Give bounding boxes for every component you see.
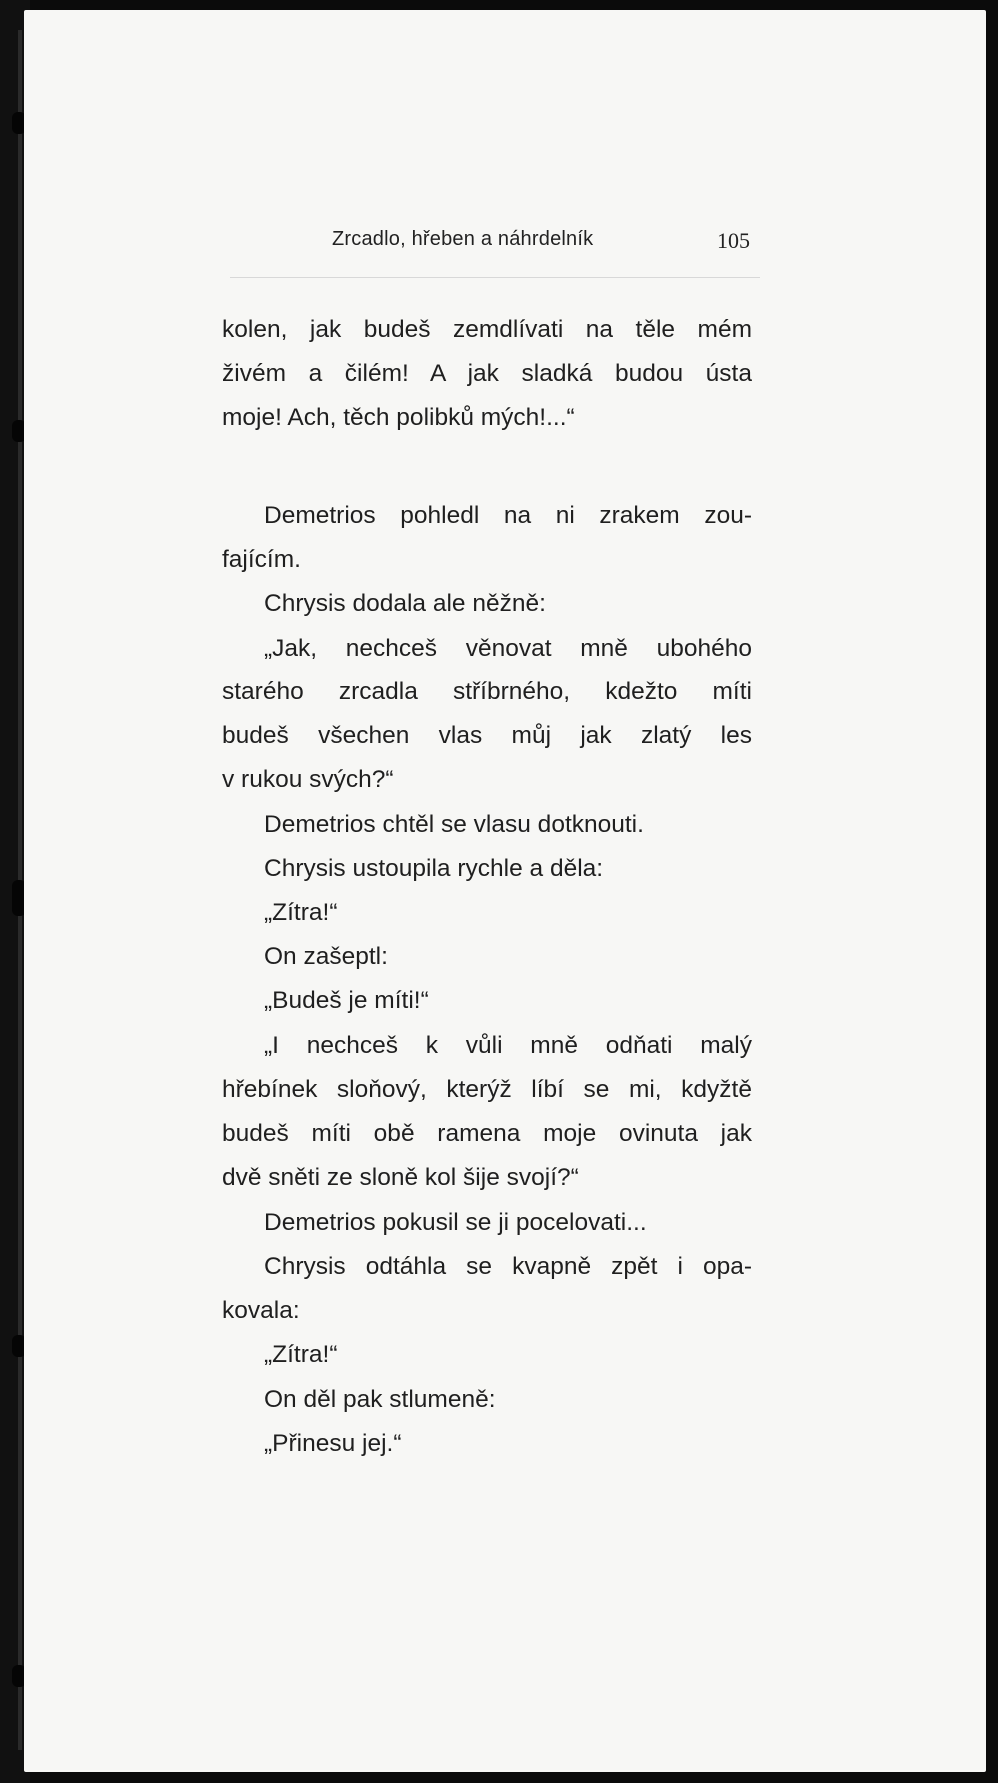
text-line: starého zrcadla stříbrného, kdežto míti xyxy=(222,678,752,705)
text-line: v rukou svých?“ xyxy=(222,766,394,793)
page-header xyxy=(310,222,750,256)
text-line: budeš míti obě ramena moje ovinuta jak xyxy=(222,1120,752,1147)
text-line: kolen, jak budeš zemdlívati na těle mém xyxy=(222,316,752,343)
text-line: „Zítra!“ xyxy=(264,899,338,926)
text-line: Demetrios pokusil se ji pocelovati... xyxy=(264,1209,647,1236)
text-line: dvě sněti ze sloně kol šije svojí?“ xyxy=(222,1164,579,1191)
book-page xyxy=(24,10,986,1772)
text-line: „I nechceš k vůli mně odňati malý xyxy=(264,1032,752,1059)
text-line: „Budeš je míti!“ xyxy=(264,987,429,1014)
header-divider xyxy=(230,277,760,278)
text-line: fajícím. xyxy=(222,546,301,573)
text-line: živém a čilém! A jak sladká budou ústa xyxy=(222,360,752,387)
text-line: Chrysis odtáhla se kvapně zpět i opa- xyxy=(264,1253,752,1280)
text-line: Chrysis dodala ale něžně: xyxy=(264,590,546,617)
text-line: kovala: xyxy=(222,1297,300,1324)
page-number: 105 xyxy=(717,228,750,253)
text-line: moje! Ach, těch polibků mých!...“ xyxy=(222,404,575,431)
text-line: „Přinesu jej.“ xyxy=(264,1430,402,1457)
text-line: „Jak, nechceš věnovat mně ubohého xyxy=(264,635,752,662)
text-line: On zašeptl: xyxy=(264,943,388,970)
text-line: Demetrios chtěl se vlasu dotknouti. xyxy=(264,811,644,838)
text-line: On děl pak stlumeně: xyxy=(264,1386,496,1413)
text-line: hřebínek sloňový, kterýž líbí se mi, kdyžtě xyxy=(222,1076,752,1103)
text-line: „Zítra!“ xyxy=(264,1341,338,1368)
text-line: Demetrios pohledl na ni zrakem zou- xyxy=(264,502,752,529)
running-head: Zrcadlo, hřeben a náhrdelník xyxy=(332,228,594,250)
text-line: budeš všechen vlas můj jak zlatý les xyxy=(222,722,752,749)
text-line: Chrysis ustoupila rychle a děla: xyxy=(264,855,604,882)
